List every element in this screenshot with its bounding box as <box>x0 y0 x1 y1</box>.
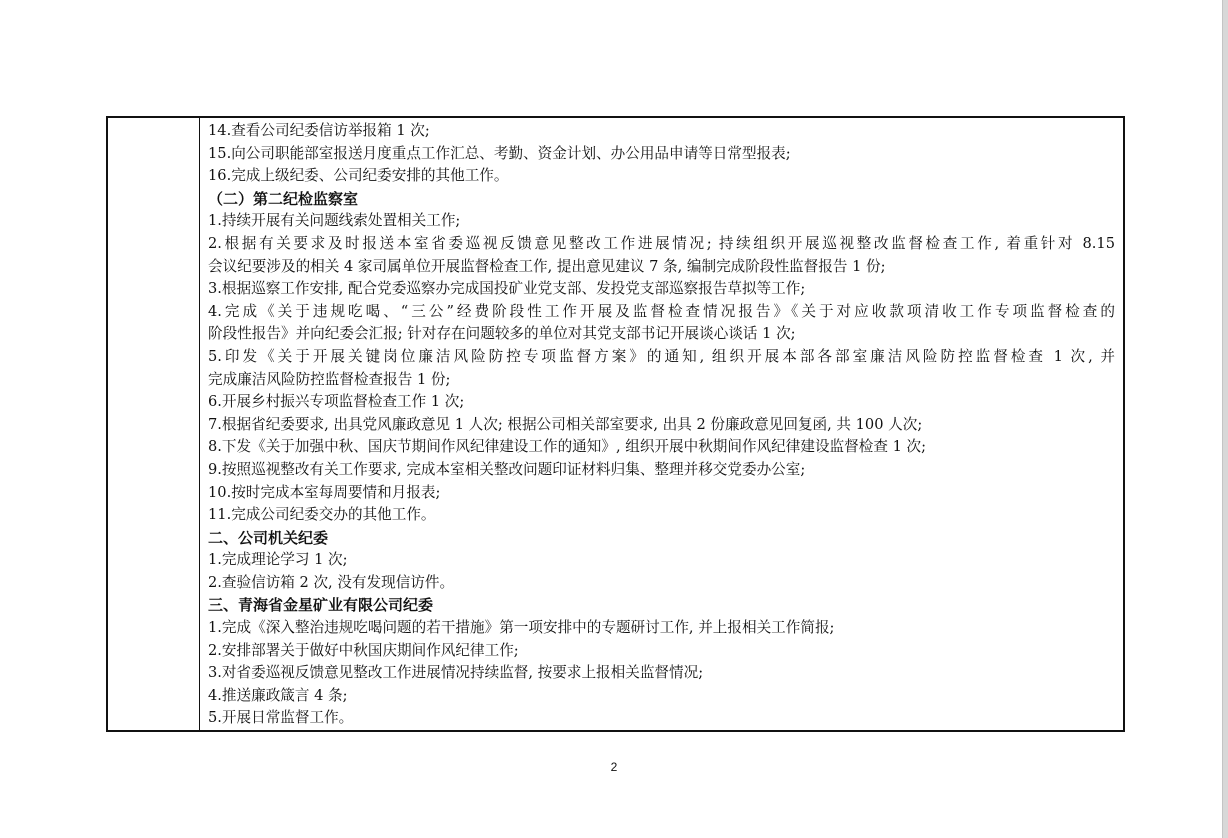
document-line: 阶段性报告》并向纪委会汇报; 针对存在问题较多的单位对其党支部书记开展谈心谈话 1 次; <box>208 325 796 343</box>
document-line: 会议纪要涉及的相关 4 家司属单位开展监督检查工作, 提出意见建议 7 条, 编制完成阶段性监督报告 1 份; <box>208 257 886 275</box>
document-line: 10.按时完成本室每周要情和月报表; <box>208 483 441 501</box>
document-line: 7.根据省纪委要求, 出具党风廉政意见 1 人次; 根据公司相关部室要求, 出具 2 份廉政意见回复函, 共 100 人次; <box>208 415 923 433</box>
section-heading: （二）第二纪检监察室 <box>208 189 359 208</box>
document-line: 5.印发《关于开展关键岗位廉洁风险防控专项监督方案》的通知, 组织开展本部各部室廉洁风险防控监督检查 1 次, 并 <box>208 347 1115 365</box>
document-line: 2.安排部署关于做好中秋国庆期间作风纪律工作; <box>208 641 519 659</box>
document-line: 1.完成《深入整治违规吃喝问题的若干措施》第一项安排中的专题研讨工作, 并上报相关工作简报; <box>208 619 835 637</box>
document-line: 9.按照巡视整改有关工作要求, 完成本室相关整改问题印证材料归集、整理并移交党委办公室; <box>208 460 806 478</box>
document-line: 1.完成理论学习 1 次; <box>208 551 348 569</box>
document-line: 1.持续开展有关问题线索处置相关工作; <box>208 212 461 230</box>
document-line: 4.完成《关于违规吃喝、“三公”经费阶段性工作开展及监督检查情况报告》《关于对应收款项清收工作专项监督检查的 <box>208 302 1115 320</box>
document-line: 15.向公司职能部室报送月度重点工作汇总、考勤、资金计划、办公用品申请等日常型报表; <box>208 144 791 162</box>
document-line: 3.根据巡察工作安排, 配合党委巡察办完成国投矿业党支部、发投党支部巡察报告草拟等工作; <box>208 280 806 298</box>
document-line: 2.根据有关要求及时报送本室省委巡视反馈意见整改工作进展情况; 持续组织开展巡视整改监督检查工作, 着重针对 8.15 <box>208 234 1115 252</box>
document-line: 2.查验信访箱 2 次, 没有发现信访件。 <box>208 573 455 591</box>
document-line: 3.对省委巡视反馈意见整改工作进展情况持续监督, 按要求上报相关监督情况; <box>208 664 704 682</box>
section-heading: 三、青海省金星矿业有限公司纪委 <box>208 596 434 615</box>
document-line: 4.推送廉政箴言 4 条; <box>208 686 348 704</box>
document-line: 8.下发《关于加强中秋、国庆节期间作风纪律建设工作的通知》, 组织开展中秋期间作风纪律建设监督检查 1 次; <box>208 438 926 456</box>
document-line: 5.开展日常监督工作。 <box>208 709 354 727</box>
scrollbar-edge <box>1222 0 1228 838</box>
document-line: 完成廉洁风险防控监督检查报告 1 份; <box>208 370 451 388</box>
section-heading: 二、公司机关纪委 <box>208 528 329 547</box>
table-left-cell <box>108 118 200 730</box>
page-number: 2 <box>610 760 618 774</box>
document-table <box>106 116 1125 732</box>
document-line: 11.完成公司纪委交办的其他工作。 <box>208 506 436 524</box>
document-line: 6.开展乡村振兴专项监督检查工作 1 次; <box>208 393 465 411</box>
document-line: 16.完成上级纪委、公司纪委安排的其他工作。 <box>208 167 509 185</box>
table-content-cell <box>200 118 1123 730</box>
document-line: 14.查看公司纪委信访举报箱 1 次; <box>208 122 430 139</box>
